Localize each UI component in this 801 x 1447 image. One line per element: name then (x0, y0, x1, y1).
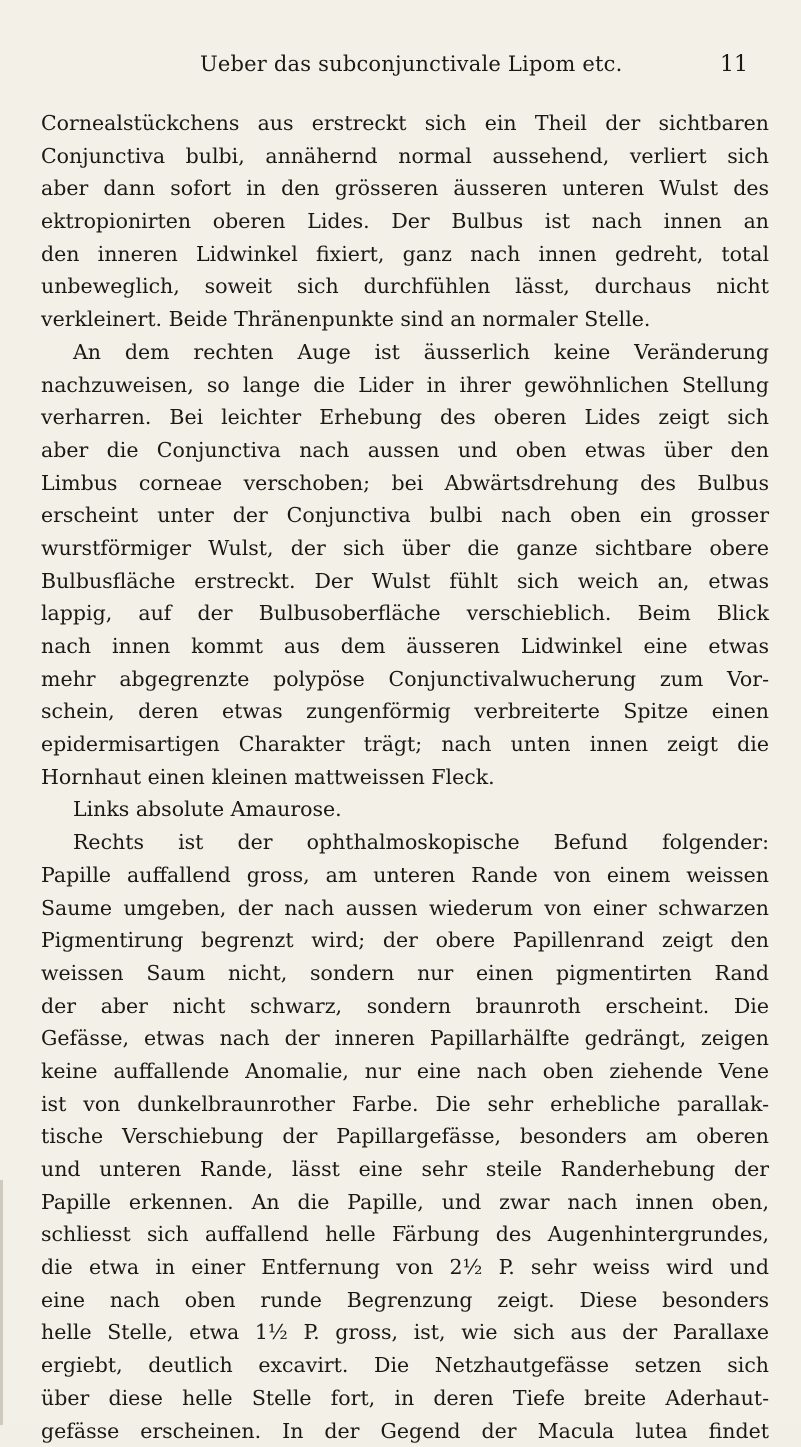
text-line: helle Stelle, etwa 1½ P. gross, ist, wie sich aus der Parallaxe (41, 1316, 769, 1349)
text-line: Gefässe, etwas nach der inneren Papillarhälfte gedrängt, zeigen (41, 1022, 769, 1055)
text-line: Rechts ist der ophthalmoskopische Befund folgender: (41, 826, 769, 859)
page-number: 11 (720, 52, 748, 77)
text-line: verharren. Bei leichter Erhebung des oberen Lides zeigt sich (41, 401, 769, 434)
text-line: schein, deren etwas zungenförmig verbreiterte Spitze einen (41, 695, 769, 728)
text-line: tische Verschiebung der Papillargefässe, besonders am oberen (41, 1120, 769, 1153)
text-line: unbeweglich, soweit sich durchfühlen lässt, durchaus nicht (41, 270, 769, 303)
paragraph (41, 826, 769, 1447)
text-line: Hornhaut einen kleinen mattweissen Fleck. (41, 761, 769, 794)
text-line: aber die Conjunctiva nach aussen und oben etwas über den (41, 434, 769, 467)
text-line: Pigmentirung begrenzt wird; der obere Papillenrand zeigt den (41, 924, 769, 957)
text-line: die etwa in einer Entfernung von 2½ P. sehr weiss wird und (41, 1251, 769, 1284)
text-line: über diese helle Stelle fort, in deren Tiefe breite Aderhaut- (41, 1382, 769, 1415)
text-line: der aber nicht schwarz, sondern braunroth erscheint. Die (41, 990, 769, 1023)
text-line: keine auffallende Anomalie, nur eine nach oben ziehende Vene (41, 1055, 769, 1088)
text-line: mehr abgegrenzte polypöse Conjunctivalwucherung zum Vor- (41, 663, 769, 696)
text-line: Links absolute Amaurose. (41, 793, 769, 826)
text-line: den inneren Lidwinkel fixiert, ganz nach innen gedreht, total (41, 238, 769, 271)
text-line: gefässe erscheinen. In der Gegend der Macula lutea findet (41, 1415, 769, 1447)
paragraph (41, 336, 769, 794)
text-line: ist von dunkelbraunrother Farbe. Die sehr erhebliche parallak- (41, 1088, 769, 1121)
text-line: Cornealstückchens aus erstreckt sich ein Theil der sichtbaren (41, 107, 769, 140)
body-text (41, 107, 769, 1447)
text-line: Bulbusfläche erstreckt. Der Wulst fühlt sich weich an, etwas (41, 565, 769, 598)
running-title: Ueber das subconjunctivale Lipom etc. (200, 52, 680, 76)
page-edge-shadow (0, 1180, 3, 1425)
text-line: epidermisartigen Charakter trägt; nach unten innen zeigt die (41, 728, 769, 761)
text-line: Saume umgeben, der nach aussen wiederum von einer schwarzen (41, 892, 769, 925)
text-line: wurstförmiger Wulst, der sich über die ganze sichtbare obere (41, 532, 769, 565)
text-line: erscheint unter der Conjunctiva bulbi nach oben ein grosser (41, 499, 769, 532)
text-line: schliesst sich auffallend helle Färbung des Augenhintergrundes, (41, 1218, 769, 1251)
text-line: lappig, auf der Bulbusoberfläche verschieblich. Beim Blick (41, 597, 769, 630)
text-line: Limbus corneae verschoben; bei Abwärtsdrehung des Bulbus (41, 467, 769, 500)
text-line: ektropionirten oberen Lides. Der Bulbus ist nach innen an (41, 205, 769, 238)
text-line: Conjunctiva bulbi, annähernd normal aussehend, verliert sich (41, 140, 769, 173)
text-line: weissen Saum nicht, sondern nur einen pigmentirten Rand (41, 957, 769, 990)
text-line: An dem rechten Auge ist äusserlich keine Veränderung (41, 336, 769, 369)
text-line: verkleinert. Beide Thränenpunkte sind an normaler Stelle. (41, 303, 769, 336)
text-line: nach innen kommt aus dem äusseren Lidwinkel eine etwas (41, 630, 769, 663)
page-header (0, 52, 801, 86)
text-line: ergiebt, deutlich excavirt. Die Netzhautgefässe setzen sich (41, 1349, 769, 1382)
text-line: nachzuweisen, so lange die Lider in ihrer gewöhnlichen Stellung (41, 369, 769, 402)
text-line: und unteren Rande, lässt eine sehr steile Randerhebung der (41, 1153, 769, 1186)
paragraph (41, 793, 769, 826)
text-line: eine nach oben runde Begrenzung zeigt. Diese besonders (41, 1284, 769, 1317)
text-line: aber dann sofort in den grösseren äusseren unteren Wulst des (41, 172, 769, 205)
paragraph (41, 107, 769, 336)
text-line: Papille erkennen. An die Papille, und zwar nach innen oben, (41, 1186, 769, 1219)
text-line: Papille auffallend gross, am unteren Rande von einem weissen (41, 859, 769, 892)
